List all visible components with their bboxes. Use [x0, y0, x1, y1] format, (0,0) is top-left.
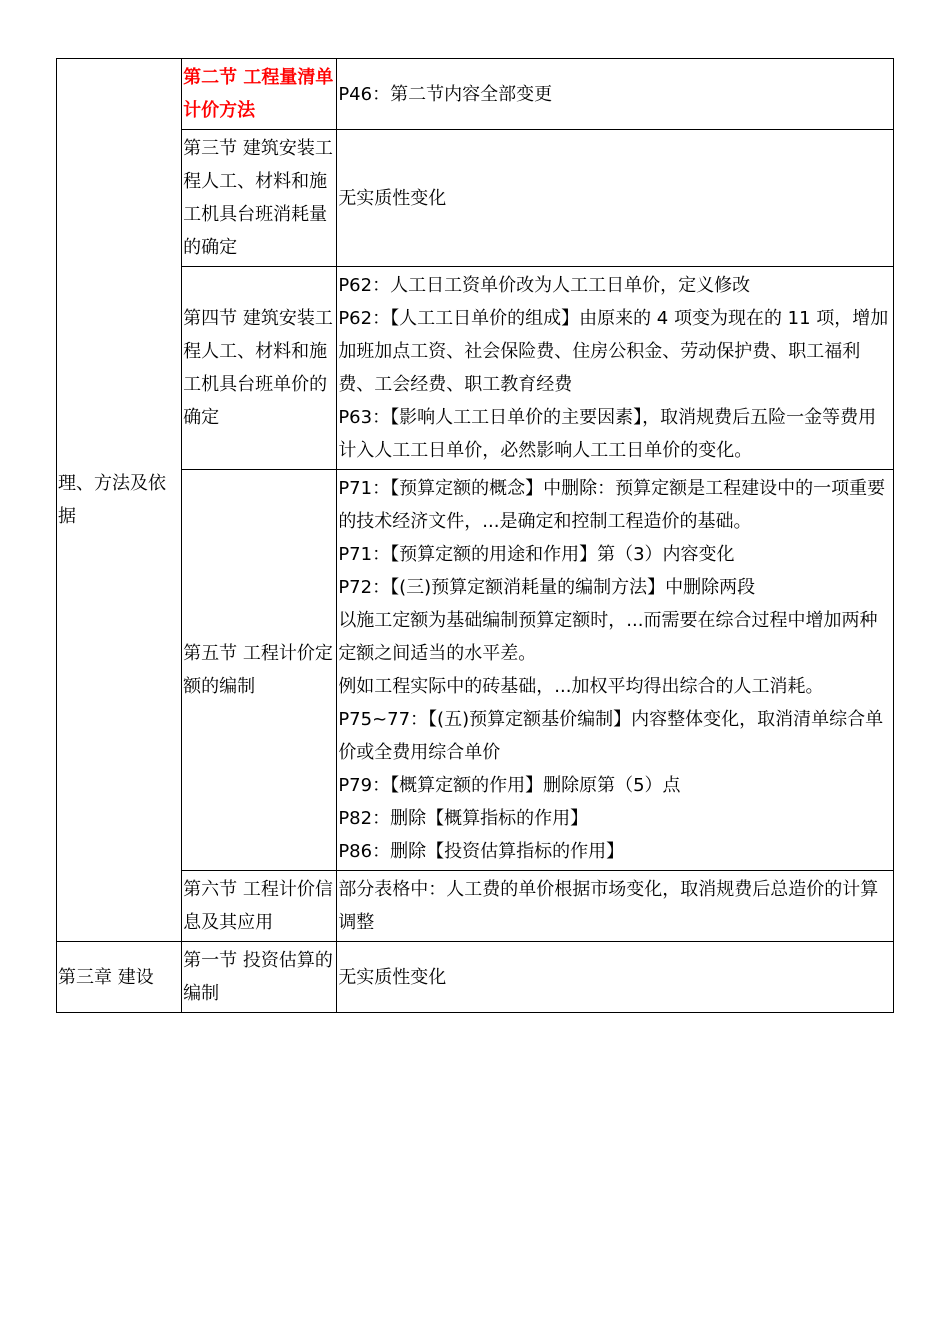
- section-title: 第三节 建筑安装工程人工、材料和施工机具台班消耗量的确定: [183, 138, 333, 258]
- change-cell: [337, 871, 894, 942]
- change-line: 以施工定额为基础编制预算定额时，...而需要在综合过程中增加两种定额之间适当的水平差。: [338, 610, 878, 664]
- section-title: 第四节 建筑安装工程人工、材料和施工机具台班单价的确定: [183, 308, 333, 428]
- change-line: 无实质性变化: [338, 187, 447, 209]
- change-cell: [337, 59, 894, 130]
- chapter-title: 第三章 建设: [58, 966, 154, 988]
- change-line: P46：第二节内容全部变更: [338, 83, 553, 105]
- section-cell: [182, 470, 337, 871]
- change-line: P63：【影响人工工日单价的主要因素】，取消规费后五险一金等费用计入人工工日单价，必然影响人工工日单价的变化。: [338, 407, 877, 461]
- change-cell: [337, 267, 894, 470]
- table-row: [57, 871, 894, 942]
- change-line: P72：【(三)预算定额消耗量的编制方法】中删除两段: [338, 577, 756, 598]
- change-line: P71：【预算定额的概念】中删除：预算定额是工程建设中的一项重要的技术经济文件，...是确定和控制工程造价的基础。: [338, 478, 886, 532]
- chapter-cell: [57, 942, 182, 1013]
- section-title: 第五节 工程计价定额的编制: [183, 643, 333, 697]
- change-line: P79：【概算定额的作用】删除原第（5）点: [338, 775, 681, 796]
- change-line: P62：人工日工资单价改为人工工日单价，定义修改: [338, 275, 751, 296]
- section-title: 第六节 工程计价信息及其应用: [183, 879, 333, 933]
- change-line: 部分表格中：人工费的单价根据市场变化，取消规费后总造价的计算调整: [338, 879, 879, 933]
- chapter-title: 理、方法及依据: [58, 473, 166, 527]
- table-row: [57, 59, 894, 130]
- change-line: P82：删除【概算指标的作用】: [338, 808, 589, 829]
- change-line: P86：删除【投资估算指标的作用】: [338, 841, 625, 862]
- section-title: 第一节 投资估算的编制: [183, 950, 333, 1004]
- table-row: [57, 470, 894, 871]
- section-cell: [182, 59, 337, 130]
- section-cell: [182, 871, 337, 942]
- change-line: 无实质性变化: [338, 966, 447, 988]
- section-cell: [182, 942, 337, 1013]
- table-row: [57, 130, 894, 267]
- section-title-highlighted: 第二节 工程量清单计价方法: [183, 67, 334, 121]
- change-summary-table: [56, 58, 894, 1013]
- change-line: P62：【人工工日单价的组成】由原来的 4 项变为现在的 11 项，增加加班加点工资、社会保险费、住房公积金、劳动保护费、职工福利费、工会经费、职工教育经费: [338, 308, 889, 395]
- change-cell: [337, 130, 894, 267]
- table-row: [57, 942, 894, 1013]
- section-cell: [182, 267, 337, 470]
- change-line: P75~77：【(五)预算定额基价编制】内容整体变化，取消清单综合单价或全费用综合单价: [338, 709, 884, 763]
- chapter-cell: [57, 59, 182, 942]
- change-cell: [337, 942, 894, 1013]
- change-cell: [337, 470, 894, 871]
- table-row: [57, 267, 894, 470]
- section-cell: [182, 130, 337, 267]
- change-line: 例如工程实际中的砖基础，...加权平均得出综合的人工消耗。: [338, 676, 824, 697]
- change-line: P71：【预算定额的用途和作用】第（3）内容变化: [338, 544, 735, 565]
